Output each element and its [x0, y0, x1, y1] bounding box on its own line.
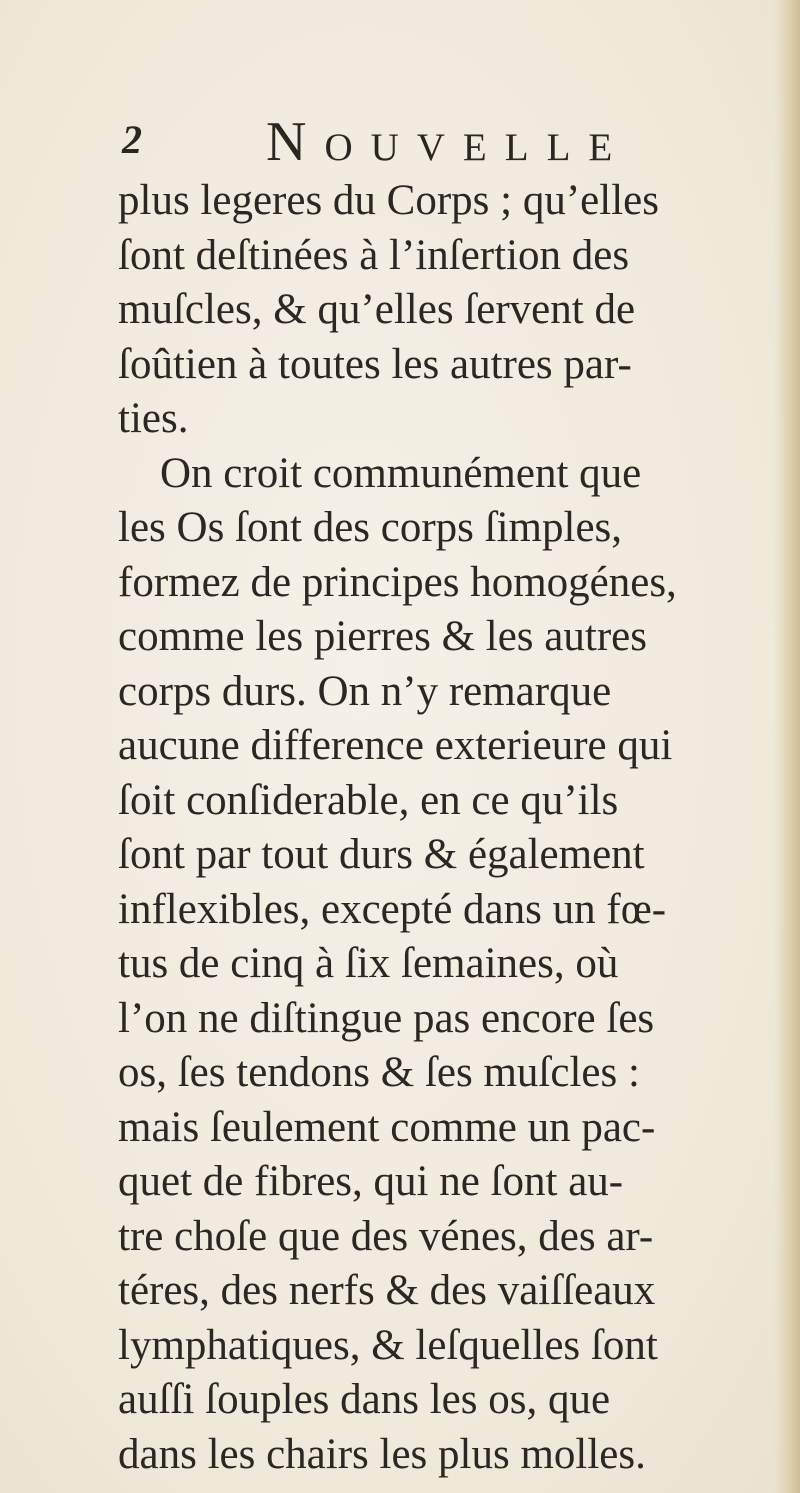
- running-head: [118, 100, 758, 173]
- text-line: comme les pierres & les autres: [118, 613, 647, 660]
- text-line: os, ſes tendons & ſes muſcles :: [118, 1049, 640, 1096]
- text-line: lymphatiques, & leſquelles ſont: [118, 1321, 658, 1369]
- text-line: les Os ſont des corps ſimples,: [118, 504, 623, 551]
- text-line: ties.: [118, 395, 189, 442]
- text-line: mais ſeulement comme un pac-: [118, 1103, 656, 1151]
- text-line: formez de principes homogénes,: [118, 558, 677, 606]
- text-line: ſoûtien à toutes les autres par-: [118, 340, 632, 388]
- text-line: plus legeres du Corps ; qu’elles: [118, 177, 659, 224]
- text-line: auſſi ſouples dans les os, que: [118, 1376, 611, 1423]
- text-line: inflexibles, excepté dans un fœ-: [118, 885, 667, 933]
- page-edge-shadow: [774, 0, 800, 1493]
- text-line: téres, des nerfs & des vaiſſeaux: [118, 1267, 656, 1314]
- text-line: l’on ne diſtingue pas encore ſes: [118, 994, 655, 1042]
- text-line: muſcles, & qu’elles ſervent de: [118, 286, 636, 333]
- text-line: corps durs. On n’y remarque: [118, 667, 612, 715]
- text-line: tre choſe que des vénes, des ar-: [118, 1212, 654, 1260]
- page-number: 2: [122, 117, 142, 162]
- body-text: [118, 174, 768, 1482]
- text-line: dans les chairs les plus molles.: [118, 1430, 646, 1478]
- text-line: ſoit conſiderable, en ce qu’ils: [118, 776, 619, 824]
- text-line: quet de fibres, qui ne ſont au-: [118, 1158, 624, 1205]
- text-line: ſont deſtinées à l’inſertion des: [118, 231, 630, 279]
- text-line: aucune difference exterieure qui: [118, 722, 673, 769]
- text-line: tus de cinq à ſix ſemaines, où: [118, 940, 619, 987]
- running-title: Nouvelle: [266, 111, 631, 173]
- text-line: ſont par tout durs & également: [118, 831, 645, 878]
- text-line-paragraph-start: On croit communément que: [160, 449, 642, 497]
